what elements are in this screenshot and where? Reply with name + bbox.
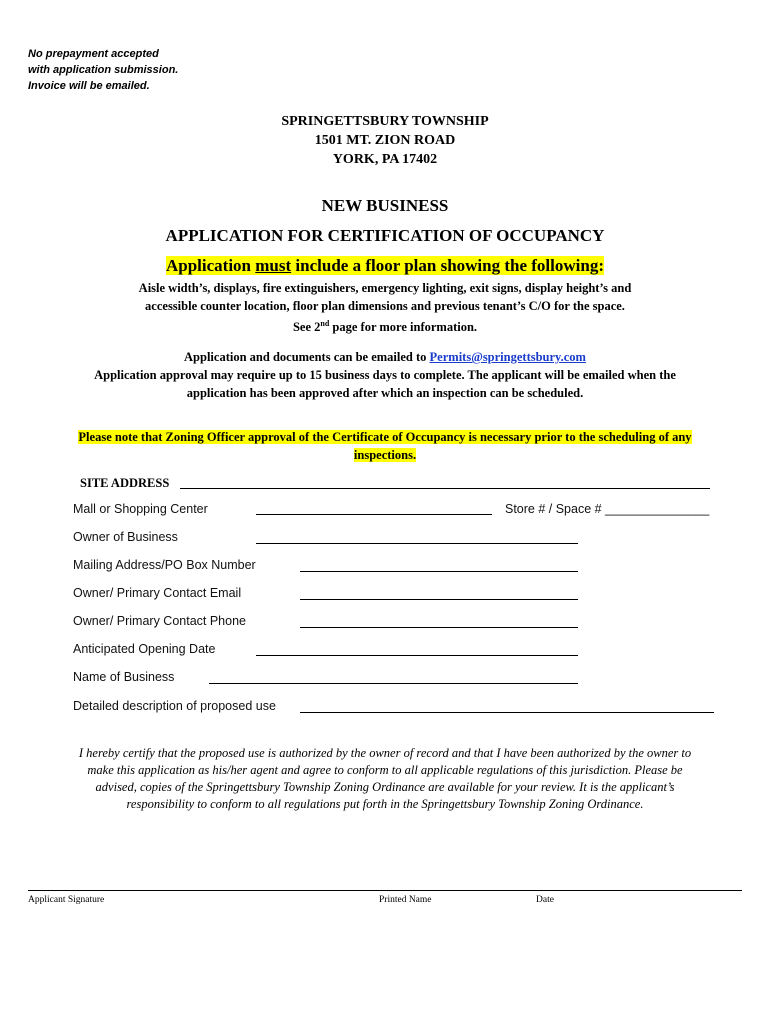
owner-field-line[interactable]	[256, 543, 578, 544]
zoning-notice-line-1: Please note that Zoning Officer approval of the Certificate of Occupancy is necessary prior to the scheduling of any	[78, 430, 692, 444]
heading-part-1: Application	[165, 256, 256, 275]
submission-info	[0, 348, 770, 402]
business-name-label: Name of Business	[73, 670, 175, 684]
prepayment-note	[28, 46, 178, 94]
heading-part-2: include a floor plan showing the following:	[291, 256, 604, 275]
business-name-field-line[interactable]	[209, 683, 578, 684]
requirements-line-3	[0, 315, 770, 336]
form-title-application: APPLICATION FOR CERTIFICATION OF OCCUPANCY	[165, 226, 605, 245]
see-page-pre: See 2	[292, 320, 321, 335]
printed-name-label: Printed Name	[379, 895, 432, 905]
certification-statement: I hereby certify that the proposed use is authorized by the owner of record and that I have been authorized by the owner to make this application as his/her agent and agree to conform to all applicable regulations of this jurisdiction. Please be advised, copies of the Springettsbury Township Zoning Ordinance are available for your review. It is the applicant’s responsibility to conform to all regulations put forth in the Springettsbury Township Zoning Ordinance.	[78, 746, 692, 811]
approval-line-2: application has been approved after which an inspection can be scheduled.	[186, 386, 584, 400]
approval-line-1: Application approval may require up to 15 business days to complete. The applicant will be emailed when the	[94, 368, 676, 382]
opening-date-label: Anticipated Opening Date	[73, 642, 216, 656]
township-street: 1501 MT. ZION ROAD	[314, 133, 456, 148]
mailing-address-field-line[interactable]	[300, 571, 578, 572]
contact-email-field-line[interactable]	[300, 599, 578, 600]
floor-plan-requirements	[0, 279, 770, 336]
requirements-line-2: accessible counter location, floor plan dimensions and previous tenant’s C/O for the space.	[145, 299, 625, 313]
township-header	[0, 112, 770, 169]
permits-email-link[interactable]: Permits@springettsbury.com	[429, 350, 586, 364]
proposed-use-field-line[interactable]	[300, 712, 714, 713]
zoning-notice	[0, 428, 770, 464]
mall-field-line[interactable]	[256, 514, 492, 515]
zoning-notice-line-2: inspections.	[353, 448, 417, 462]
note-line-1: No prepayment accepted	[28, 48, 159, 60]
note-line-3: Invoice will be emailed.	[28, 80, 150, 92]
store-space-field[interactable]: Store # / Space # _______________	[505, 502, 710, 516]
site-address-line[interactable]	[180, 488, 710, 489]
note-line-2: with application submission.	[28, 64, 179, 76]
contact-phone-label: Owner/ Primary Contact Phone	[73, 614, 246, 628]
owner-label: Owner of Business	[73, 530, 178, 544]
see-page-sup: nd	[320, 319, 330, 328]
heading-emphasis: must	[255, 256, 292, 275]
see-page-post: page for more information.	[329, 320, 478, 335]
contact-phone-field-line[interactable]	[300, 627, 578, 628]
opening-date-field-line[interactable]	[256, 655, 578, 656]
mailing-address-label: Mailing Address/PO Box Number	[73, 558, 256, 572]
floor-plan-requirement-heading	[0, 256, 770, 276]
proposed-use-label: Detailed description of proposed use	[73, 699, 276, 713]
floor-plan-highlight	[166, 256, 604, 275]
township-name: SPRINGETTSBURY TOWNSHIP	[281, 114, 489, 129]
email-instruction	[0, 348, 770, 366]
site-address-label: SITE ADDRESS	[80, 476, 170, 490]
signature-line[interactable]	[28, 890, 742, 891]
form-title-new-business: NEW BUSINESS	[321, 196, 449, 215]
township-city: YORK, PA 17402	[332, 152, 438, 167]
contact-email-label: Owner/ Primary Contact Email	[73, 586, 242, 600]
email-instruction-text: Application and documents can be emailed to	[184, 350, 430, 364]
mall-label: Mall or Shopping Center	[73, 502, 208, 516]
applicant-signature-label: Applicant Signature	[28, 895, 105, 905]
requirements-line-1: Aisle width’s, displays, fire extinguishers, emergency lighting, exit signs, display height’s and	[138, 281, 632, 295]
date-label: Date	[536, 895, 554, 905]
